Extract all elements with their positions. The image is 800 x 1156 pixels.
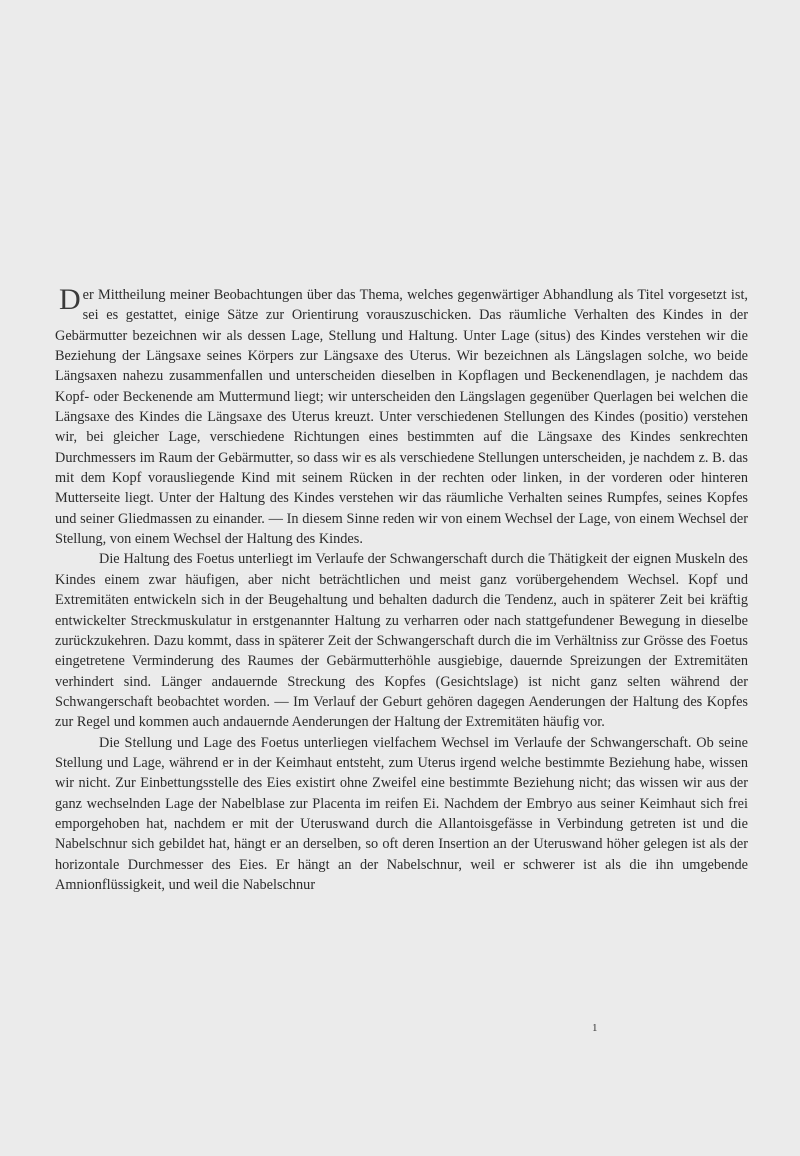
paragraph-3: Die Stellung und Lage des Foetus unterliegen vielfachem Wechsel im Verlaufe der Schwangerschaft. Ob seine Stellung und Lage, während er in der Keimhaut entsteht, zum Uterus irgend welche bestimmte Beziehung habe, wissen wir nicht. Zur Einbettungsstelle des Eies existirt ohne Zweifel eine bestimmte Beziehung nicht; das wissen wir aus der ganz wechselnden Lage der Nabelblase zur Placenta im reifen Ei. Nachdem der Embryo aus seiner Keimhaut sich frei emporgehoben hat, nachdem er mit der Uteruswand durch die Allantoisgefässe in Verbindung getreten ist und die Nabelschnur sich gebildet hat, hängt er an derselben, so oft deren Insertion an der Uteruswand höher gelegen ist als der horizontale Durchmesser des Eies. Er hängt an der Nabelschnur, weil er schwerer ist als die ihn umgebende Amnionflüssigkeit, und weil die Nabelschnur: [55, 734, 748, 893]
page-signature-mark: 1: [592, 1022, 598, 1034]
body-text: [55, 285, 748, 895]
paragraph-2: Die Haltung des Foetus unterliegt im Verlaufe der Schwangerschaft durch die Thätigkeit der eignen Muskeln des Kindes einem zwar häufigen, aber nicht beträchtlichen und meist ganz vorübergehendem Wechsel. Kopf und Extremitäten entwickeln sich in der Beugehaltung und behalten dadurch die Tendenz, auch in späterer Zeit bei kräftig entwickelter Streckmuskulatur in erstgenannter Haltung zu verharren oder nach stattgefundener Bewegung in dieselbe zurückzukehren. Dazu kommt, dass in späterer Zeit der Schwangerschaft durch die im Verhältniss zur Grösse des Foetus eingetretene Verminderung des Raumes der Gebärmutterhöhle ausgiebige, dauernde Spreizungen der Extremitäten verhindert sind. Länger andauernde Streckung des Kopfes (Gesichtslage) ist nicht ganz selten während der Schwangerschaft beobachtet worden. — Im Verlauf der Geburt gehören dagegen Aenderungen der Haltung des Kopfes zur Regel und kommen auch andauernde Aenderungen der Haltung der Extremitäten häufig vor.: [55, 551, 748, 731]
paragraph-1: [55, 285, 748, 549]
paragraph-1-text: er Mittheilung meiner Beobachtungen über das Thema, welches gegenwärtiger Abhandlung als Titel vorgesetzt ist, sei es gestattet, einige Sätze zur Orientirung vorauszuschicken. Das räumliche Verhalten des Kindes in der Gebärmutter bezeichnen wir als dessen Lage, Stellung und Haltung. Unter Lage (situs) des Kindes verstehen wir die Beziehung der Längsaxe seines Körpers zur Längsaxe des Uterus. Wir bezeichnen als Längslagen solche, wo beide Längsaxen nahezu zusammenfallen und unterscheiden dieselben in Kopflagen und Beckenendlagen, je nachdem das Kopf- oder Beckenende am Muttermund liegt; wir unterscheiden den Längslagen gegenüber Querlagen bei welchen die Längsaxe des Kindes die Längsaxe des Uterus kreuzt. Unter verschiedenen Stellungen des Kindes (positio) verstehen wir, bei gleicher Lage, verschiedene Richtungen eines bestimmten auf die Längsaxe des Kindes senkrechten Durchmessers im Raum der Gebärmutter, so dass wir es als verschiedene Stellungen unterscheiden, je nachdem z. B. das mit dem Kopf vorausliegende Kind mit seinem Rücken in der rechten oder linken, in der vorderen oder hinteren Mutterseite liegt. Unter der Haltung des Kindes verstehen wir das räumliche Verhalten seines Rumpfes, seines Kopfes und seiner Gliedmassen zu einander. — In diesem Sinne reden wir von einem Wechsel der Lage, von einem Wechsel der Stellung, von einem Wechsel der Haltung des Kindes.: [55, 287, 748, 548]
drop-cap-initial: D: [59, 283, 81, 316]
